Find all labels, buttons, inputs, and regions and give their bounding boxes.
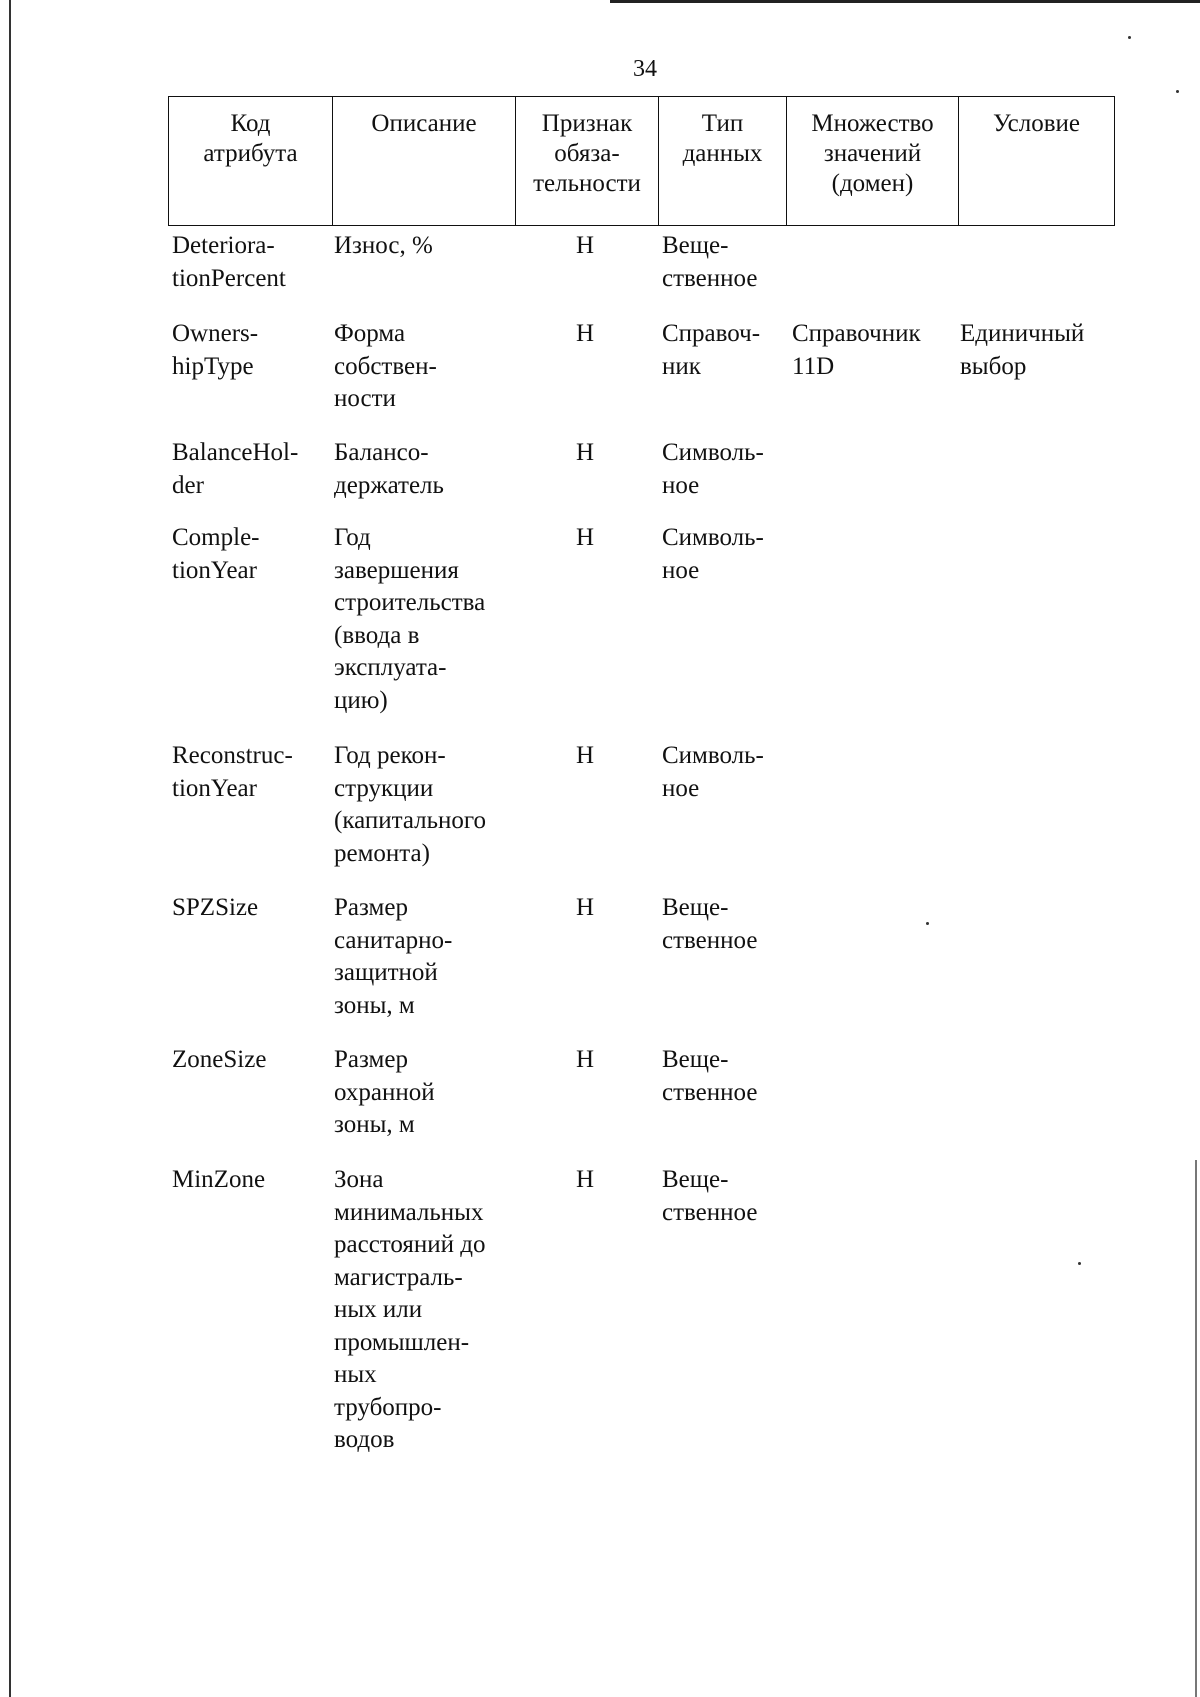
header-condition [959, 97, 1115, 226]
header-description [333, 97, 516, 226]
required-flag-cell: Н [575, 742, 595, 769]
header-label: Признак обяза- тельности [533, 110, 641, 197]
header-label: Тип данных [682, 110, 763, 167]
attribute-table-header [168, 96, 1115, 226]
scan-speck [1128, 36, 1131, 39]
attribute-code-cell: Deteriora- tionPercent [172, 232, 286, 292]
header-row [169, 97, 1115, 226]
required-flag-cell: Н [575, 439, 595, 466]
attribute-code-cell: ZoneSize [172, 1046, 267, 1073]
required-flag-cell: Н [575, 524, 595, 551]
description-cell: Балансо- держатель [334, 439, 444, 499]
scan-left-rule [9, 0, 11, 1697]
description-cell: Размер охранной зоны, м [334, 1046, 435, 1138]
data-type-cell: Справоч- ник [662, 320, 761, 380]
value-domain-cell: Справочник 11D [792, 320, 921, 380]
header-required-flag [516, 97, 659, 226]
description-cell: Зона минимальных расстояний до магистраль- ных или промышлен- ных трубопро- водов [334, 1166, 486, 1453]
condition-cell: Единичный выбор [960, 320, 1085, 380]
description-cell: Размер санитарно- защитной зоны, м [334, 894, 453, 1019]
header-attribute-code [169, 97, 333, 226]
scan-speck [1176, 90, 1179, 93]
description-cell: Год рекон- струкции (капитального ремонта) [334, 742, 487, 867]
header-data-type [659, 97, 787, 226]
data-type-cell: Символь- ное [662, 742, 764, 802]
data-type-cell: Веще- ственное [662, 894, 758, 954]
data-type-cell: Символь- ное [662, 524, 764, 584]
required-flag-cell: Н [575, 894, 595, 921]
attribute-code-cell: Comple- tionYear [172, 524, 260, 584]
attribute-code-cell: Owners- hipType [172, 320, 259, 380]
header-label: Описание [371, 110, 477, 137]
required-flag-cell: Н [575, 1166, 595, 1193]
page-number: 34 [633, 56, 657, 82]
description-cell: Год завершения строительства (ввода в эксплуата- цию) [334, 524, 486, 714]
attribute-code-cell: Reconstruc- tionYear [172, 742, 293, 802]
header-label: Множество значений (домен) [811, 110, 934, 197]
header-label: Условие [992, 110, 1081, 137]
attribute-code-cell: MinZone [172, 1166, 266, 1193]
data-type-cell: Веще- ственное [662, 232, 758, 292]
required-flag-cell: Н [575, 1046, 595, 1073]
scan-speck [926, 922, 929, 925]
attribute-code-cell: SPZSize [172, 894, 259, 921]
scan-right-rule [1195, 1160, 1197, 1697]
data-type-cell: Веще- ственное [662, 1166, 758, 1226]
required-flag-cell: Н [575, 232, 595, 259]
header-value-domain [787, 97, 959, 226]
data-type-cell: Символь- ное [662, 439, 764, 499]
attribute-code-cell: BalanceHol- der [172, 439, 299, 499]
description-cell: Износ, % [334, 232, 433, 259]
header-label: Код атрибута [203, 110, 298, 167]
required-flag-cell: Н [575, 320, 595, 347]
data-type-cell: Веще- ственное [662, 1046, 758, 1106]
description-cell: Форма собствен- ности [334, 320, 437, 412]
scan-speck [1078, 1262, 1081, 1265]
scan-top-rule [610, 0, 1200, 3]
